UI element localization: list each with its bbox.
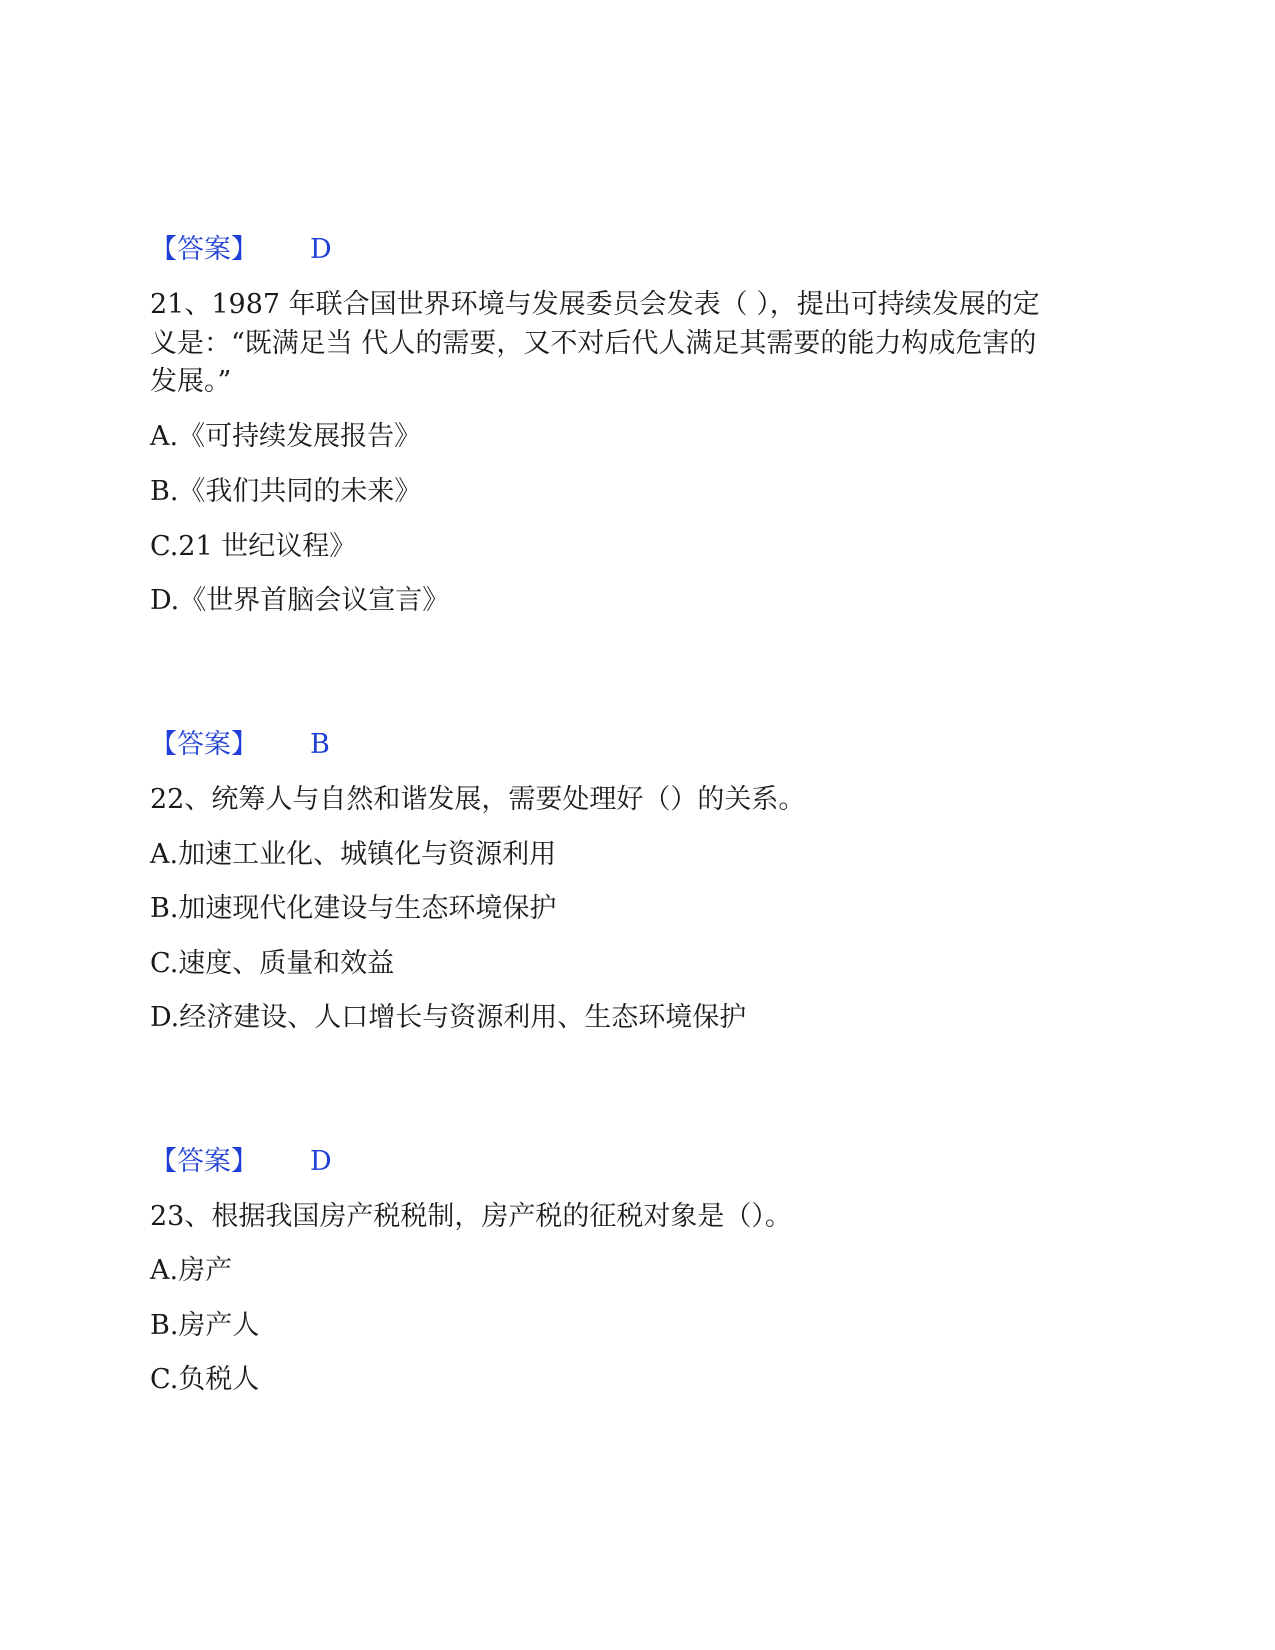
answer-label: 【答案】 (150, 234, 258, 265)
question-text: 23、根据我国房产税税制，房产税的征税对象是（）。 (150, 1201, 792, 1232)
question-text: 21、1987 年联合国世界环境与发展委员会发表（ ），提出可持续发展的定 (150, 289, 1040, 320)
answer-label: 【答案】 (150, 1146, 258, 1177)
option-a: A.加速工业化、城镇化与资源利用 (150, 839, 557, 870)
answer-label: 【答案】 (150, 729, 258, 760)
answer-value: B (310, 729, 330, 760)
question-text: 义是：“既满足当 代人的需要，又不对后代人满足其需要的能力构成危害的 (150, 328, 1037, 359)
option-c: C.速度、质量和效益 (150, 948, 395, 979)
option-d: D.经济建设、人口增长与资源利用、生态环境保护 (150, 1002, 747, 1033)
question-text: 发展。” (150, 366, 232, 397)
answer-value: D (310, 234, 332, 265)
answer-value: D (310, 1146, 332, 1177)
answer-line (150, 727, 330, 763)
option-b: B.房产人 (150, 1310, 260, 1341)
question-text: 22、统筹人与自然和谐发展，需要处理好（）的关系。 (150, 784, 806, 815)
option-c: C.负税人 (150, 1364, 260, 1395)
option-a: A.房产 (150, 1255, 233, 1286)
option-d: D.《世界首脑会议宣言》 (150, 585, 450, 616)
option-b: B.《我们共同的未来》 (150, 476, 422, 507)
answer-line (150, 1144, 332, 1180)
answer-line (150, 232, 332, 268)
option-c: C.21 世纪议程》 (150, 531, 357, 562)
option-a: A.《可持续发展报告》 (150, 421, 422, 452)
option-b: B.加速现代化建设与生态环境保护 (150, 893, 557, 924)
